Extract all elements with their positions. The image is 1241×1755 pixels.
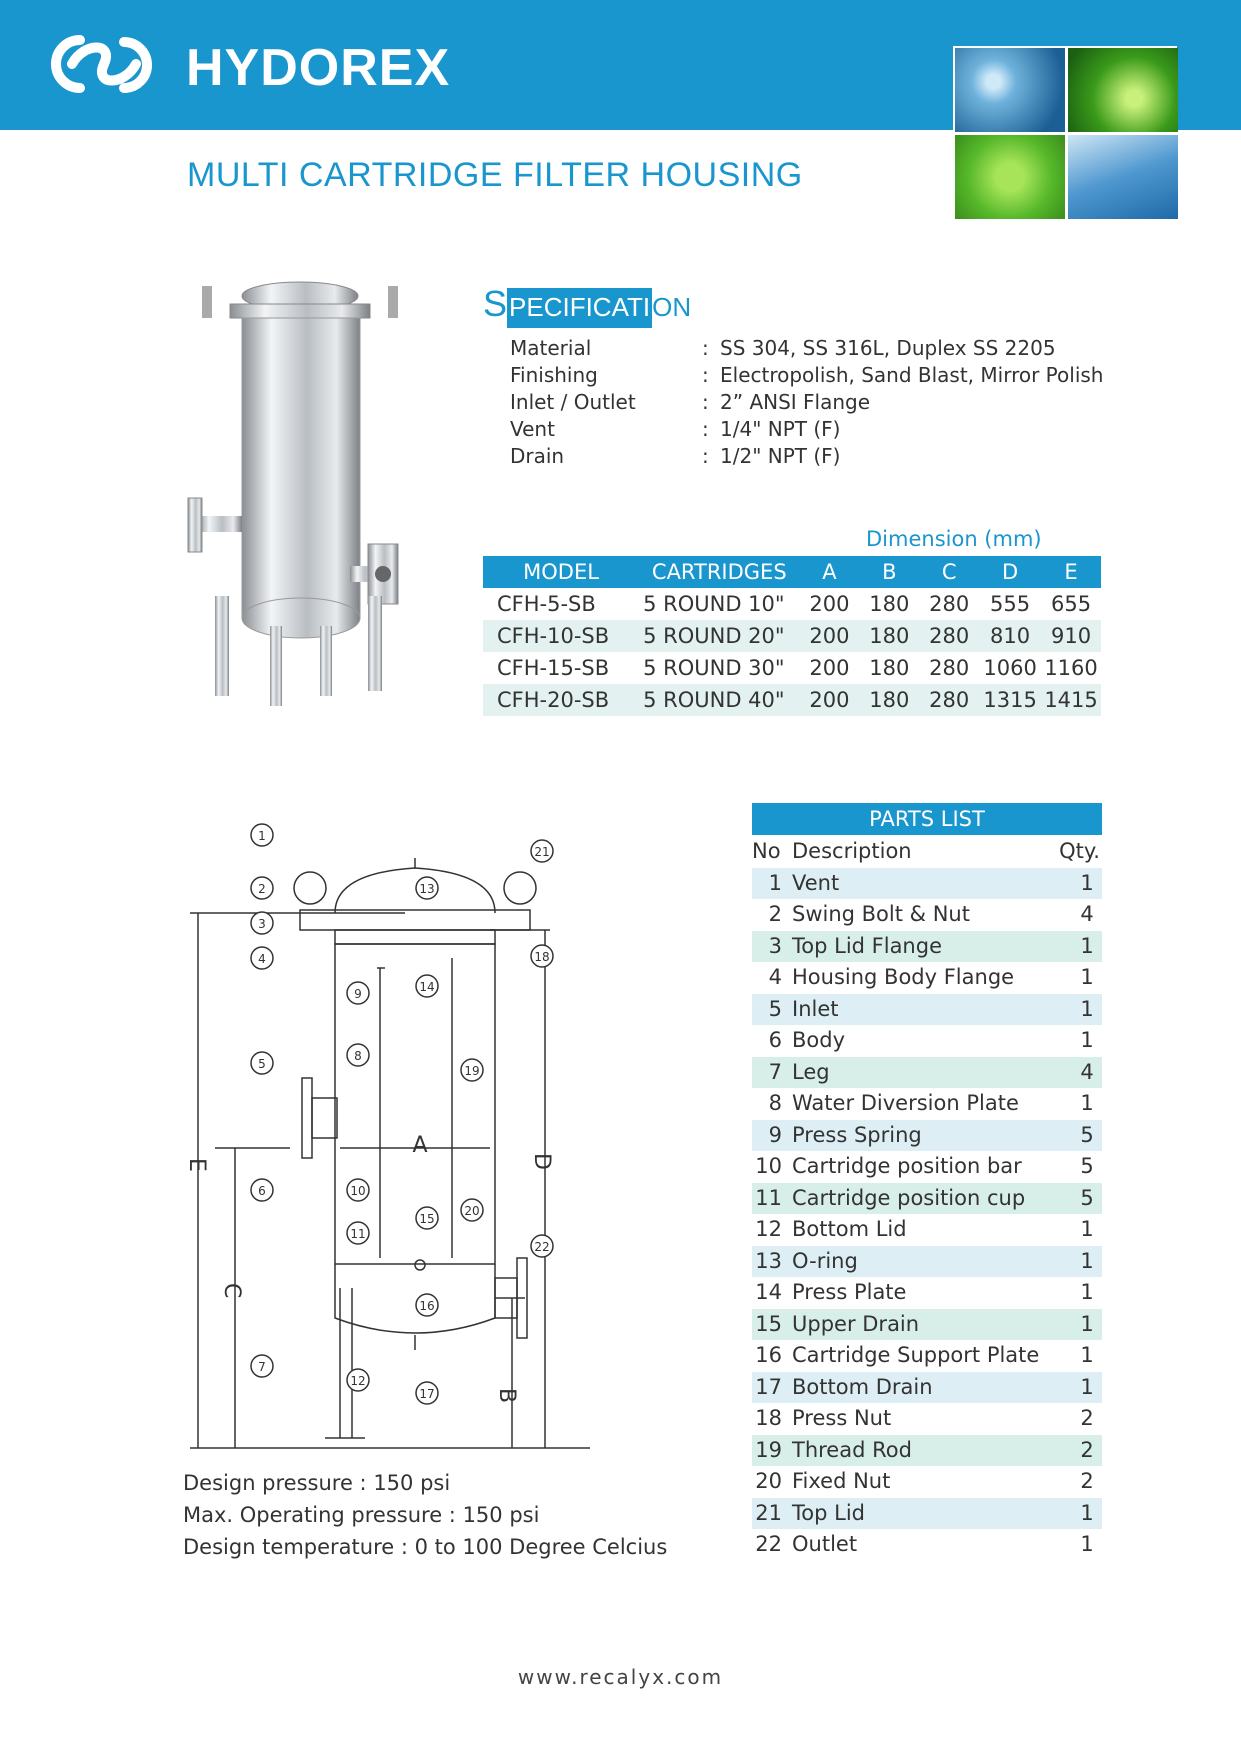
- table-row: [752, 1246, 1102, 1278]
- part-quantity: 2: [1080, 1469, 1094, 1493]
- svg-text:5: 5: [258, 1057, 266, 1071]
- part-description: Housing Body Flange: [792, 965, 1015, 989]
- table-row: [752, 1466, 1102, 1498]
- spec-row: Inlet / Outlet : 2” ANSI Flange: [510, 390, 871, 414]
- table-row: [752, 962, 1102, 994]
- part-quantity: 1: [1080, 1091, 1094, 1115]
- water-drop-photo: [1068, 135, 1178, 219]
- part-description: Swing Bolt & Nut: [792, 902, 970, 926]
- part-number: 12: [755, 1217, 782, 1241]
- svg-text:14: 14: [419, 980, 435, 994]
- part-number: 21: [755, 1500, 782, 1525]
- part-description: O-ring: [792, 1248, 858, 1273]
- part-number: 22: [755, 1532, 782, 1556]
- part-number: 7: [768, 1059, 782, 1084]
- part-number: 15: [755, 1311, 782, 1336]
- leaf-drop-photo: [1068, 48, 1178, 132]
- part-quantity: 5: [1080, 1122, 1094, 1147]
- parts-header-row: No Description Qty.: [752, 839, 1100, 863]
- part-description: Cartridge position bar: [792, 1154, 1022, 1178]
- table-row: [752, 1435, 1102, 1467]
- part-description: Water Diversion Plate: [792, 1091, 1019, 1115]
- svg-text:7: 7: [258, 1360, 266, 1374]
- part-quantity: 2: [1080, 1437, 1094, 1462]
- design-specs: [183, 1467, 667, 1563]
- design-temperature: Design temperature : 0 to 100 Degree Celcius: [183, 1535, 668, 1559]
- svg-text:13: 13: [419, 882, 435, 896]
- part-number: 17: [755, 1374, 782, 1399]
- part-description: Outlet: [792, 1532, 858, 1556]
- svg-text:C: C: [219, 1283, 244, 1299]
- part-quantity: 1: [1080, 870, 1094, 895]
- table-row: [752, 1183, 1102, 1215]
- specification-list: [510, 335, 1103, 470]
- table-row: CFH-5-SB 5 ROUND 10" 200 180 280 555 655: [497, 592, 1092, 616]
- table-row: [752, 1403, 1102, 1435]
- spec-row: Material : SS 304, SS 316L, Duplex SS 2205: [510, 336, 1056, 360]
- part-quantity: 5: [1080, 1154, 1094, 1178]
- svg-text:15: 15: [419, 1212, 435, 1226]
- part-number: 4: [768, 965, 782, 989]
- technical-drawing: [184, 818, 590, 1448]
- part-number: 18: [755, 1406, 782, 1430]
- svg-text:4: 4: [258, 952, 266, 966]
- table-row: CFH-15-SB 5 ROUND 30" 200 180 280 1060 1160: [497, 656, 1098, 680]
- water-bubbles-photo: [955, 48, 1065, 132]
- part-number: 1: [768, 870, 782, 895]
- part-description: Cartridge Support Plate: [792, 1343, 1040, 1367]
- part-quantity: 1: [1080, 1280, 1094, 1304]
- filter-housing-photo: [200, 276, 415, 716]
- part-quantity: 1: [1080, 996, 1094, 1021]
- table-row: [752, 1340, 1102, 1372]
- table-row: [752, 931, 1102, 963]
- table-row: [752, 1214, 1102, 1246]
- svg-text:16: 16: [419, 1299, 435, 1313]
- table-row: [752, 868, 1102, 900]
- part-description: Top Lid Flange: [792, 933, 942, 958]
- part-quantity: 5: [1080, 1185, 1094, 1210]
- part-description: Fixed Nut: [792, 1469, 891, 1493]
- svg-text:12: 12: [350, 1374, 366, 1388]
- table-row: CFH-10-SB 5 ROUND 20" 200 180 280 810 910: [483, 620, 1101, 652]
- part-quantity: 1: [1080, 1343, 1094, 1367]
- table-row: [752, 1529, 1102, 1561]
- svg-text:6: 6: [258, 1184, 266, 1198]
- svg-text:3: 3: [258, 917, 266, 931]
- part-number: 5: [768, 996, 782, 1021]
- table-header-row: MODEL CARTRIDGES A B C D E: [483, 556, 1101, 588]
- table-row: [752, 1309, 1102, 1341]
- part-quantity: 1: [1080, 1248, 1094, 1273]
- part-description: Press Nut: [792, 1406, 892, 1430]
- svg-text:20: 20: [464, 1204, 480, 1218]
- header-photo-collage: [953, 46, 1177, 218]
- spec-row: Finishing : Electropolish, Sand Blast, Mirror Polish: [510, 363, 1104, 387]
- svg-text:E: E: [184, 1158, 209, 1172]
- green-droplets-photo: [955, 135, 1065, 219]
- part-description: Bottom Drain: [792, 1374, 933, 1399]
- table-row: [752, 1151, 1102, 1183]
- table-row: [752, 1277, 1102, 1309]
- part-description: Thread Rod: [792, 1437, 912, 1462]
- spec-row: Vent : 1/4" NPT (F): [510, 417, 841, 441]
- part-number: 2: [768, 902, 782, 926]
- part-quantity: 1: [1080, 965, 1094, 989]
- svg-text:11: 11: [350, 1227, 366, 1241]
- part-description: Press Plate: [792, 1280, 907, 1304]
- table-row: CFH-20-SB 5 ROUND 40" 200 180 280 1315 1415: [483, 684, 1101, 716]
- part-description: Cartridge position cup: [792, 1185, 1026, 1210]
- svg-text:19: 19: [464, 1064, 480, 1078]
- svg-text:9: 9: [354, 987, 362, 1001]
- svg-text:D: D: [529, 1153, 554, 1170]
- part-quantity: 4: [1080, 1059, 1094, 1084]
- table-row: [752, 1120, 1102, 1152]
- table-row: [752, 1498, 1102, 1530]
- svg-text:1: 1: [258, 829, 266, 843]
- part-number: 3: [768, 933, 782, 958]
- part-description: Press Spring: [792, 1122, 922, 1147]
- part-number: 13: [755, 1248, 782, 1273]
- part-number: 11: [755, 1185, 782, 1210]
- part-description: Vent: [792, 870, 840, 895]
- table-row: [752, 1372, 1102, 1404]
- table-row: [752, 899, 1102, 931]
- part-number: 19: [755, 1437, 782, 1462]
- dimension-table: [483, 556, 1101, 716]
- part-number: 10: [755, 1154, 782, 1178]
- part-quantity: 1: [1080, 1532, 1094, 1556]
- design-pressure: Design pressure : 150 psi: [183, 1471, 451, 1495]
- parts-list: [752, 836, 1102, 1561]
- part-description: Leg: [792, 1059, 830, 1084]
- specification-heading: SPECIFICATION: [483, 283, 691, 325]
- svg-text:18: 18: [534, 950, 550, 964]
- page-title: MULTI CARTRIDGE FILTER HOUSING: [187, 156, 803, 194]
- part-number: 16: [755, 1343, 782, 1367]
- part-number: 6: [768, 1028, 782, 1052]
- svg-text:8: 8: [354, 1049, 362, 1063]
- table-row: [752, 1088, 1102, 1120]
- part-number: 20: [755, 1469, 782, 1493]
- svg-text:2: 2: [258, 882, 266, 896]
- max-operating-pressure: Max. Operating pressure : 150 psi: [183, 1503, 540, 1527]
- part-quantity: 1: [1080, 1500, 1094, 1525]
- part-quantity: 4: [1080, 902, 1094, 926]
- part-number: 8: [768, 1091, 782, 1115]
- spec-row: Drain : 1/2" NPT (F): [510, 444, 841, 468]
- part-quantity: 2: [1080, 1406, 1094, 1430]
- part-description: Body: [792, 1028, 846, 1052]
- dimension-label: Dimension (mm): [866, 527, 1042, 551]
- parts-list-title: PARTS LIST: [752, 803, 1102, 835]
- svg-text:21: 21: [534, 845, 550, 859]
- part-number: 14: [755, 1280, 782, 1304]
- part-description: Upper Drain: [792, 1311, 920, 1336]
- table-row: [752, 1025, 1102, 1057]
- svg-text:10: 10: [350, 1184, 366, 1198]
- part-quantity: 1: [1080, 1311, 1094, 1336]
- table-row: [752, 1057, 1102, 1089]
- part-quantity: 1: [1080, 933, 1094, 958]
- part-quantity: 1: [1080, 1374, 1094, 1399]
- part-number: 9: [768, 1122, 782, 1147]
- svg-text:A: A: [412, 1133, 428, 1158]
- part-description: Top Lid: [792, 1500, 865, 1525]
- svg-text:B: B: [494, 1388, 519, 1404]
- hydorex-logo-icon: [44, 30, 159, 100]
- footer-url: www.recalyx.com: [517, 1665, 724, 1689]
- part-description: Inlet: [792, 996, 839, 1021]
- brand-name: HYDOREX: [186, 39, 451, 97]
- part-quantity: 1: [1080, 1217, 1094, 1241]
- table-row: [752, 994, 1102, 1026]
- part-description: Bottom Lid: [792, 1217, 907, 1241]
- part-quantity: 1: [1080, 1028, 1094, 1052]
- svg-text:17: 17: [419, 1387, 435, 1401]
- svg-text:22: 22: [534, 1240, 550, 1254]
